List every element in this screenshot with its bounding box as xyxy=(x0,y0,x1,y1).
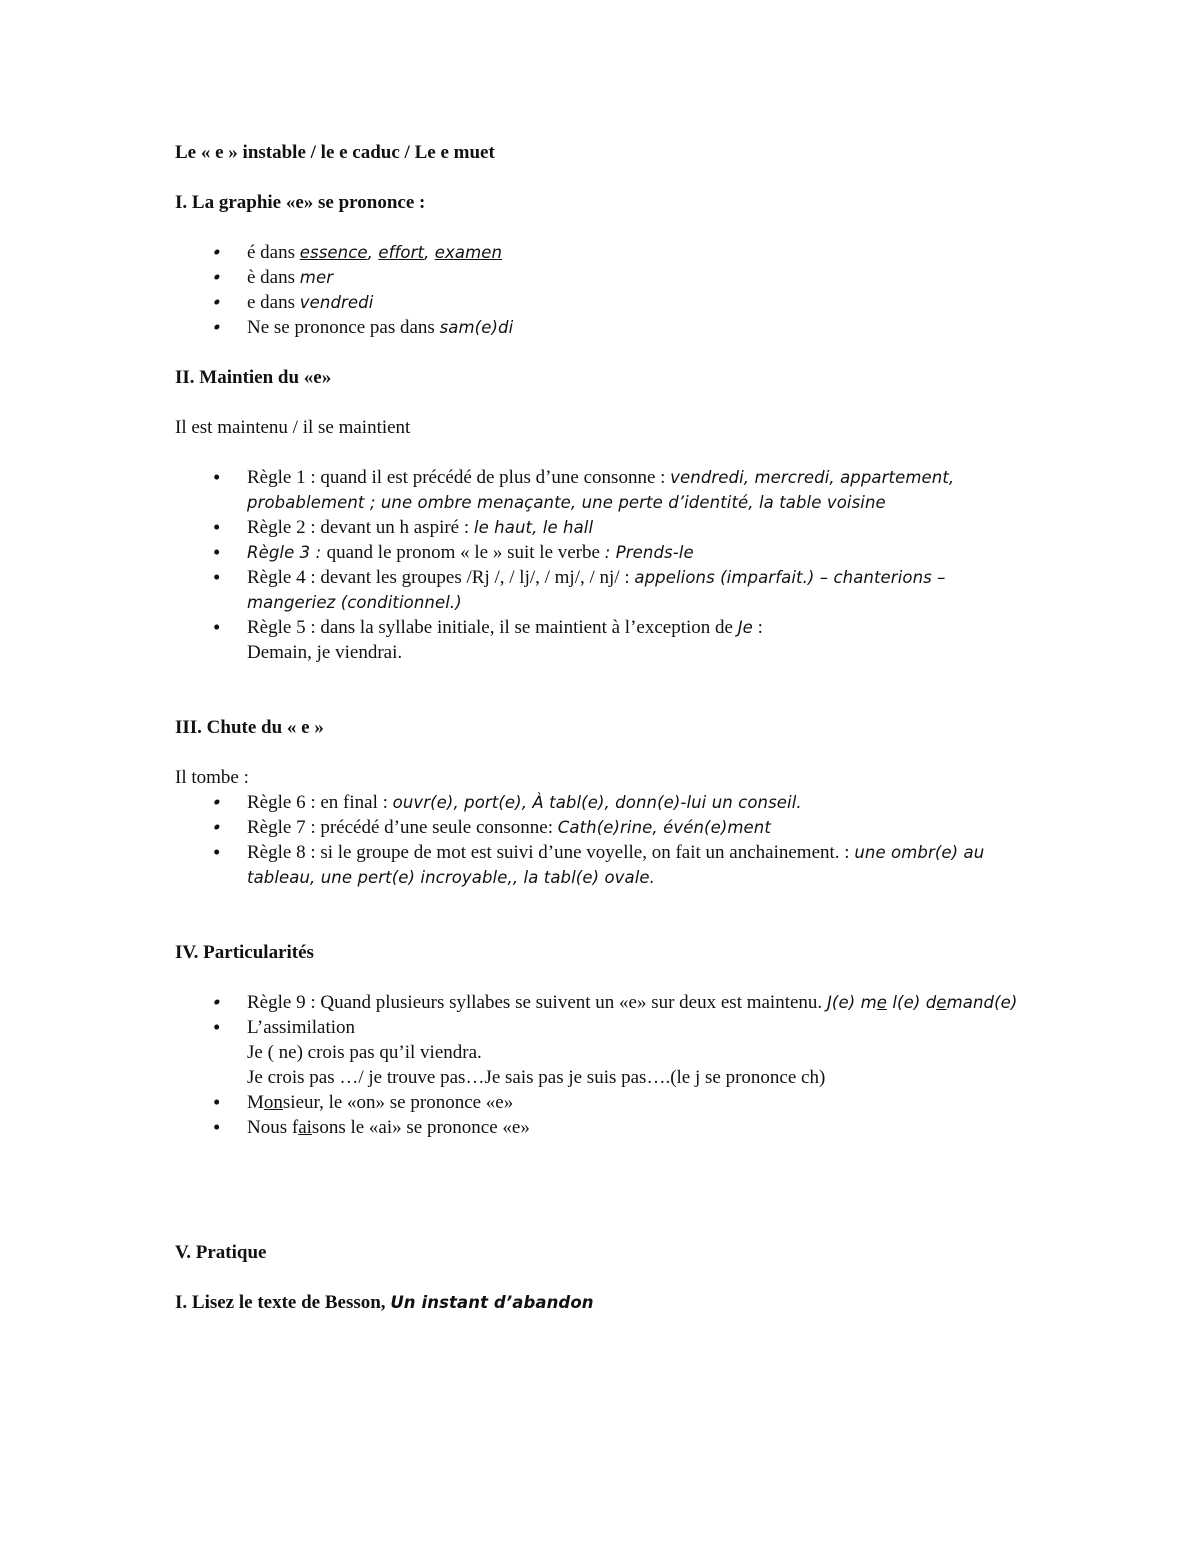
list-item: • é dans essence, effort, examen xyxy=(175,240,1035,265)
exercise-heading: I. Lisez le texte de Besson, Un instant d’abandon xyxy=(175,1292,594,1313)
rule-4: • Règle 4 : devant les groupes /Rj /, / lj/, / mj/, / nj/ : appelions (imparfait.) – chanterions – mangeriez (conditionnel.) xyxy=(175,565,1035,615)
section-2-list xyxy=(175,465,1035,665)
section-5-heading: V. Pratique xyxy=(175,1242,267,1263)
bullet-icon xyxy=(210,790,236,816)
rule-7: • Règle 7 : précédé d’une seule consonne: Cath(e)rine, évén(e)ment xyxy=(175,815,1035,840)
section-4-heading: IV. Particularités xyxy=(175,942,314,963)
list-item: • e dans vendredi xyxy=(175,290,1035,315)
rule-9: • Règle 9 : Quand plusieurs syllabes se suivent un «e» sur deux est maintenu. J(e) me l(e) demand(e) xyxy=(175,990,1035,1015)
section-3-intro: Il tombe : xyxy=(175,767,249,788)
list-item: • Ne se prononce pas dans sam(e)di xyxy=(175,315,1035,340)
section-3-list xyxy=(175,790,1035,890)
rule-6: • Règle 6 : en final : ouvr(e), port(e), À tabl(e), donn(e)-lui un conseil. xyxy=(175,790,1035,815)
bullet-icon xyxy=(213,840,233,866)
bullet-icon xyxy=(213,540,233,566)
faisons-item: • Nous faisons le «ai» se prononce «e» xyxy=(175,1115,1035,1140)
bullet-icon xyxy=(213,465,233,491)
bullet-icon xyxy=(210,990,236,1016)
rule-3: • Règle 3 : quand le pronom « le » suit le verbe : Prends-le xyxy=(175,540,1035,565)
bullet-icon xyxy=(210,815,236,841)
rule-5: • Règle 5 : dans la syllabe initiale, il se maintient à l’exception de Je : Demain, je viendrai. xyxy=(175,615,1035,665)
list-item: • è dans mer xyxy=(175,265,1035,290)
bullet-icon xyxy=(210,265,236,291)
section-2-heading: II. Maintien du «e» xyxy=(175,367,332,388)
bullet-icon xyxy=(213,615,233,641)
rule-2: • Règle 2 : devant un h aspiré : le haut, le hall xyxy=(175,515,1035,540)
section-4-list xyxy=(175,990,1035,1140)
section-2-intro: Il est maintenu / il se maintient xyxy=(175,417,411,438)
rule-8: • Règle 8 : si le groupe de mot est suivi d’une voyelle, on fait un anchainement. : une ombr(e) au tableau, une pert(e) incroyable,, la tabl(e) ovale. xyxy=(175,840,1035,890)
document-body xyxy=(175,140,1035,1315)
section-1-heading: I. La graphie «e» se prononce : xyxy=(175,192,426,213)
rule-1: • Règle 1 : quand il est précédé de plus d’une consonne : vendredi, mercredi, appartement, probablement ; une ombre menaçante, une perte d’identité, la table voisine xyxy=(175,465,1035,515)
bullet-icon xyxy=(210,315,236,341)
bullet-icon xyxy=(213,1115,233,1141)
bullet-icon xyxy=(213,515,233,541)
bullet-icon xyxy=(213,565,233,591)
bullet-icon xyxy=(210,290,236,316)
bullet-icon xyxy=(210,240,236,266)
section-3-heading: III. Chute du « e » xyxy=(175,717,324,738)
monsieur-item: • Monsieur, le «on» se prononce «e» xyxy=(175,1090,1035,1115)
document-title: Le « e » instable / le e caduc / Le e muet xyxy=(175,142,495,163)
bullet-icon xyxy=(213,1015,233,1041)
bullet-icon xyxy=(213,1090,233,1116)
section-1-list xyxy=(175,240,1035,340)
assimilation-item: • L’assimilation Je ( ne) crois pas qu’il viendra. Je crois pas …/ je trouve pas…Je sais pas je suis pas….(le j se prononce ch) xyxy=(175,1015,1035,1090)
